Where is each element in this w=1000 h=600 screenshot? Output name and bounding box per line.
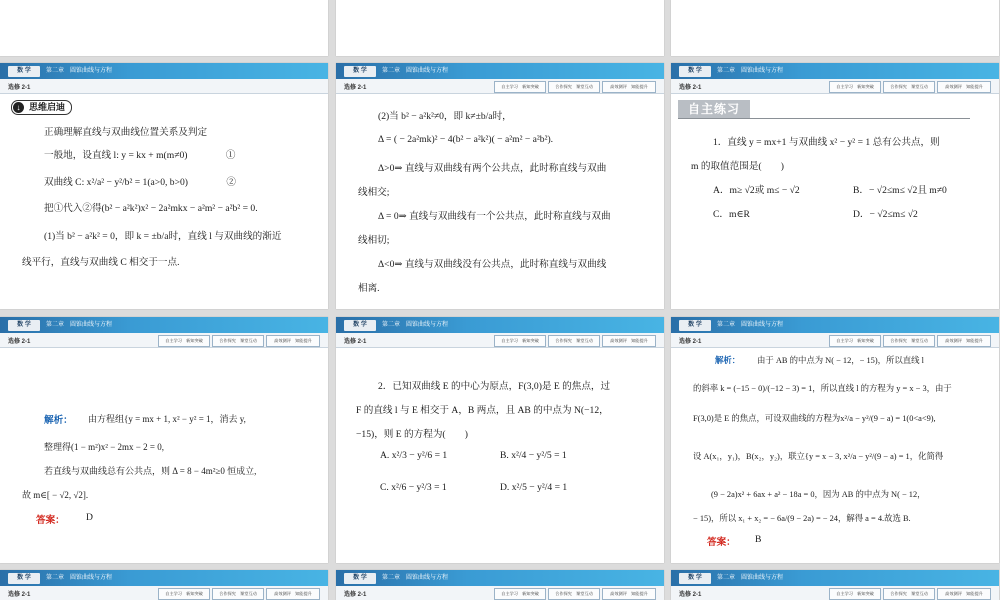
elective-label: 选修 2-1 bbox=[8, 85, 31, 91]
nav-assessment[interactable]: 高效测评 知能提升 bbox=[602, 81, 656, 93]
elective-label: 选修 2-1 bbox=[679, 85, 702, 91]
analysis-line: 整理得(1 − m²)x² − 2mx − 2 = 0, bbox=[44, 442, 164, 452]
slide-header bbox=[0, 317, 328, 333]
slide-header bbox=[336, 317, 664, 333]
option-c: C．m∈R bbox=[713, 209, 750, 220]
option-b: B. x²/4 − y²/5 = 1 bbox=[500, 450, 567, 461]
nav-assessment[interactable]: 高效测评 知能提升 bbox=[602, 335, 656, 347]
subject-label: 数 学 bbox=[344, 320, 376, 331]
hint-line: 把①代入②得(b² − a²k²)x² − 2a²mkx − a²m² − a²b² = 0. bbox=[44, 203, 258, 214]
analysis-line: − 15)，所以 x₁ + x₂ = − 6a/(9 − 2a) = − 24，解得 a = 4.故选 B. bbox=[693, 514, 911, 523]
slide-header bbox=[671, 570, 999, 586]
slide-header bbox=[0, 63, 328, 79]
slide-hint bbox=[0, 63, 328, 309]
chapter-title: 第二章 圆锥曲线与方程 bbox=[382, 68, 449, 74]
nav-self-study[interactable]: 自主学习 新知突破 bbox=[829, 81, 881, 93]
chapter-title: 第二章 圆锥曲线与方程 bbox=[382, 322, 449, 328]
nav-band bbox=[336, 79, 664, 94]
slide-practice bbox=[671, 63, 999, 309]
analysis-line: (9 − 2a)x² + 6ax + a² − 18a = 0，因为 AB 的中点为 N( − 12， bbox=[711, 490, 926, 499]
nav-cooperative[interactable]: 合作探究 课堂互动 bbox=[212, 588, 264, 600]
cases-line: 线相切; bbox=[358, 235, 390, 246]
answer-label: 答案： bbox=[707, 537, 736, 548]
elective-label: 选修 2-1 bbox=[679, 339, 702, 345]
nav-band bbox=[0, 79, 328, 94]
question-text: 1．直线 y = mx+1 与双曲线 x² − y² = 1 总有公共点，则 bbox=[713, 137, 940, 148]
slide-header bbox=[336, 63, 664, 79]
hint-line: 正确理解直线与双曲线位置关系及判定 bbox=[44, 127, 208, 138]
nav-cooperative[interactable]: 合作探究 课堂互动 bbox=[212, 335, 264, 347]
slide-bottom-middle bbox=[336, 570, 664, 600]
elective-label: 选修 2-1 bbox=[344, 85, 367, 91]
slide-top-middle bbox=[336, 0, 664, 56]
chapter-title: 第二章 圆锥曲线与方程 bbox=[717, 68, 784, 74]
nav-self-study[interactable]: 自主学习 新知突破 bbox=[829, 335, 881, 347]
arrow-down-icon: ↓ bbox=[13, 102, 24, 113]
subject-label: 数 学 bbox=[679, 66, 711, 77]
elective-label: 选修 2-1 bbox=[8, 339, 31, 345]
nav-self-study[interactable]: 自主学习 新知突破 bbox=[829, 588, 881, 600]
elective-label: 选修 2-1 bbox=[8, 592, 31, 598]
slide-header bbox=[671, 63, 999, 79]
analysis-line: 由方程组{y = mx + 1, x² − y² = 1，消去 y, bbox=[88, 414, 246, 424]
subject-label: 数 学 bbox=[8, 573, 40, 584]
nav-assessment[interactable]: 高效测评 知能提升 bbox=[937, 81, 991, 93]
nav-assessment[interactable]: 高效测评 知能提升 bbox=[937, 588, 991, 600]
nav-cooperative[interactable]: 合作探究 课堂互动 bbox=[548, 81, 600, 93]
analysis-line: 的斜率 k = (−15 − 0)/(−12 − 3) = 1，所以直线 l 的方程为 y = x − 3，由于 bbox=[693, 384, 952, 393]
slide-top-left bbox=[0, 0, 328, 56]
nav-band bbox=[671, 79, 999, 94]
slide-analysis-2 bbox=[671, 317, 999, 563]
elective-label: 选修 2-1 bbox=[344, 339, 367, 345]
cases-line: 相离. bbox=[358, 283, 380, 294]
nav-cooperative[interactable]: 合作探究 课堂互动 bbox=[883, 335, 935, 347]
chapter-title: 第二章 圆锥曲线与方程 bbox=[382, 575, 449, 581]
elective-label: 选修 2-1 bbox=[344, 592, 367, 598]
nav-self-study[interactable]: 自主学习 新知突破 bbox=[158, 335, 210, 347]
hint-line: 一般地，设直线 l: y = kx + m(m≠0) ① bbox=[44, 150, 236, 161]
option-c: C. x²/6 − y²/3 = 1 bbox=[380, 482, 447, 493]
analysis-line: 由于 AB 的中点为 N( − 12，− 15)，所以直线 l bbox=[757, 356, 924, 365]
subject-label: 数 学 bbox=[679, 573, 711, 584]
hint-badge-label: 思维启迪 bbox=[29, 102, 66, 112]
nav-band bbox=[671, 333, 999, 348]
cases-line: Δ<0⇒ 直线与双曲线没有公共点，此时称直线与双曲线 bbox=[378, 259, 607, 270]
option-d: D．− √2≤m≤ √2 bbox=[853, 209, 918, 220]
nav-assessment[interactable]: 高效测评 知能提升 bbox=[937, 335, 991, 347]
slide-header bbox=[671, 317, 999, 333]
option-b: B．− √2≤m≤ √2且 m≠0 bbox=[853, 185, 947, 196]
cases-line: Δ = ( − 2a²mk)² − 4(b² − a²k²)( − a²m² − a²b²). bbox=[378, 134, 554, 145]
slide-header bbox=[336, 570, 664, 586]
subject-label: 数 学 bbox=[344, 573, 376, 584]
hint-badge bbox=[11, 100, 72, 115]
option-d: D. x²/5 − y²/4 = 1 bbox=[500, 482, 568, 493]
nav-self-study[interactable]: 自主学习 新知突破 bbox=[494, 588, 546, 600]
question-text: F 的直线 l 与 E 相交于 A，B 两点，且 AB 的中点为 N(−12， bbox=[356, 405, 609, 416]
question-text: m 的取值范围是( ) bbox=[691, 161, 785, 172]
subject-label: 数 学 bbox=[344, 66, 376, 77]
chapter-title: 第二章 圆锥曲线与方程 bbox=[46, 322, 113, 328]
slide-question-2 bbox=[336, 317, 664, 563]
cases-line: (2)当 b² − a²k²≠0，即 k≠±b/a时， bbox=[378, 111, 512, 122]
slide-analysis-1 bbox=[0, 317, 328, 563]
nav-assessment[interactable]: 高效测评 知能提升 bbox=[266, 588, 320, 600]
subject-label: 数 学 bbox=[679, 320, 711, 331]
cases-line: 线相交; bbox=[358, 187, 390, 198]
cases-line: Δ = 0⇒ 直线与双曲线有一个公共点，此时称直线与双曲 bbox=[378, 211, 611, 222]
nav-assessment[interactable]: 高效测评 知能提升 bbox=[602, 588, 656, 600]
analysis-line: 设 A(x₁，y₁)，B(x₂，y₂)，联立{y = x − 3, x²/a − y²/(9 − a) = 1，化简得 bbox=[693, 452, 944, 461]
answer-label: 答案： bbox=[36, 515, 65, 526]
nav-self-study[interactable]: 自主学习 新知突破 bbox=[494, 81, 546, 93]
cases-line: Δ>0⇒ 直线与双曲线有两个公共点，此时称直线与双曲 bbox=[378, 163, 607, 174]
analysis-line: F(3,0)是 E 的焦点，可设双曲线的方程为x²/a − y²/(9 − a) = 1(0<a<9), bbox=[693, 414, 936, 423]
nav-cooperative[interactable]: 合作探究 课堂互动 bbox=[883, 588, 935, 600]
section-title: 自主练习 bbox=[678, 100, 750, 118]
chapter-title: 第二章 圆锥曲线与方程 bbox=[717, 575, 784, 581]
nav-cooperative[interactable]: 合作探究 课堂互动 bbox=[883, 81, 935, 93]
nav-cooperative[interactable]: 合作探究 课堂互动 bbox=[548, 588, 600, 600]
nav-assessment[interactable]: 高效测评 知能提升 bbox=[266, 335, 320, 347]
nav-band bbox=[336, 586, 664, 600]
slide-top-right bbox=[671, 0, 999, 56]
nav-cooperative[interactable]: 合作探究 课堂互动 bbox=[548, 335, 600, 347]
analysis-line: 故 m∈[ − √2, √2]. bbox=[22, 490, 89, 500]
option-a: A. x²/3 − y²/6 = 1 bbox=[380, 450, 448, 461]
chapter-title: 第二章 圆锥曲线与方程 bbox=[717, 322, 784, 328]
option-a: A．m≥ √2或 m≤ − √2 bbox=[713, 185, 800, 196]
analysis-label: 解析： bbox=[44, 415, 73, 426]
nav-self-study[interactable]: 自主学习 新知突破 bbox=[158, 588, 210, 600]
hint-line: 双曲线 C: x²/a² − y²/b² = 1(a>0, b>0) ② bbox=[44, 177, 236, 188]
question-text: 2．已知双曲线 E 的中心为原点，F(3,0)是 E 的焦点，过 bbox=[378, 381, 611, 392]
nav-band bbox=[0, 586, 328, 600]
nav-band bbox=[336, 333, 664, 348]
nav-band bbox=[0, 333, 328, 348]
subject-label: 数 学 bbox=[8, 320, 40, 331]
answer-value: B bbox=[755, 534, 762, 545]
answer-value: D bbox=[86, 512, 93, 523]
subject-label: 数 学 bbox=[8, 66, 40, 77]
chapter-title: 第二章 圆锥曲线与方程 bbox=[46, 68, 113, 74]
section-divider bbox=[678, 118, 970, 119]
hint-line: 线平行，直线与双曲线 C 相交于一点. bbox=[22, 257, 180, 268]
nav-band bbox=[671, 586, 999, 600]
nav-self-study[interactable]: 自主学习 新知突破 bbox=[494, 335, 546, 347]
chapter-title: 第二章 圆锥曲线与方程 bbox=[46, 575, 113, 581]
slide-bottom-left bbox=[0, 570, 328, 600]
slide-bottom-right bbox=[671, 570, 999, 600]
slide-header bbox=[0, 570, 328, 586]
analysis-line: 若直线与双曲线总有公共点，则 Δ = 8 − 4m²≥0 恒成立, bbox=[44, 466, 257, 476]
hint-line: (1)当 b² − a²k² = 0，即 k = ±b/a时，直线 l 与双曲线的渐近 bbox=[44, 231, 282, 242]
question-text: −15)，则 E 的方程为( ) bbox=[356, 429, 468, 440]
analysis-label: 解析： bbox=[715, 355, 741, 365]
elective-label: 选修 2-1 bbox=[679, 592, 702, 598]
slide-cases bbox=[336, 63, 664, 309]
